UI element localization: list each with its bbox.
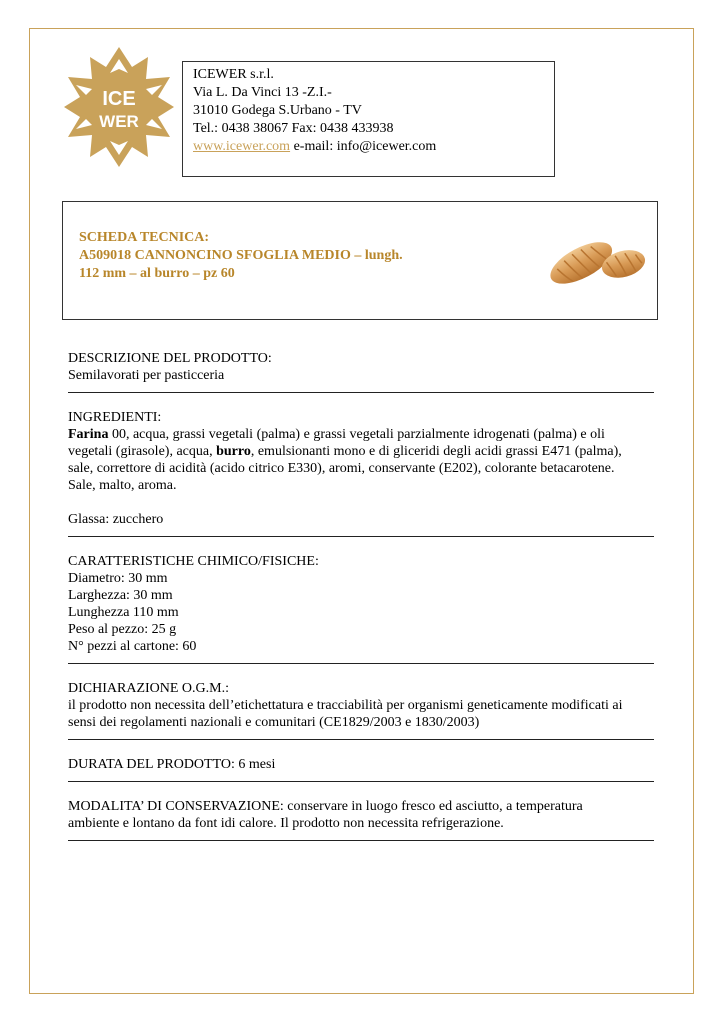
characteristic-item: N° pezzi al cartone: 60 — [68, 639, 197, 654]
divider — [68, 663, 654, 664]
divider — [68, 536, 654, 537]
duration-text: DURATA DEL PRODOTTO: 6 mesi — [68, 757, 276, 772]
ingredients-heading: INGREDIENTI: — [68, 410, 162, 425]
company-address-1: Via L. Da Vinci 13 -Z.I.- — [193, 85, 332, 100]
ingredients-line-3: sale, correttore di acidità (acido citrico E330), aromi, conservante (E202), colorante betacarotene. — [68, 461, 615, 476]
characteristic-item: Lunghezza 110 mm — [68, 605, 179, 620]
technical-sheet-title — [79, 229, 459, 283]
product-image — [543, 222, 653, 297]
description-section — [68, 350, 658, 384]
ingredients-part-1: 00, acqua, grassi vegetali (palma) e grassi vegetali parzialmente idrogenati (palma) e oli — [108, 427, 605, 442]
storage-section — [68, 798, 658, 832]
divider — [68, 840, 654, 841]
sheet-line-1: SCHEDA TECNICA: — [79, 230, 210, 245]
technical-sheet-box — [62, 201, 658, 320]
logo-text-top: ICE — [102, 88, 136, 110]
company-address-2: 31010 Godega S.Urbano - TV — [193, 103, 362, 118]
divider — [68, 739, 654, 740]
ingredients-line-2 — [68, 443, 658, 460]
ogm-heading: DICHIARAZIONE O.G.M.: — [68, 681, 229, 696]
characteristic-item: Diametro: 30 mm — [68, 571, 168, 586]
company-phone: Tel.: 0438 38067 Fax: 0438 433938 — [193, 121, 394, 136]
sheet-line-3: 112 mm – al burro – pz 60 — [79, 266, 235, 281]
storage-line-2: ambiente e lontano da font idi calore. Il prodotto non necessita refrigerazione. — [68, 816, 504, 831]
characteristic-item: Peso al pezzo: 25 g — [68, 622, 177, 637]
company-email: e-mail: info@icewer.com — [290, 139, 437, 154]
glaze-text: Glassa: zucchero — [68, 512, 164, 527]
ingredients-line-1 — [68, 426, 658, 443]
ingredients-section — [68, 409, 658, 528]
website-link[interactable]: www.icewer.com — [193, 139, 291, 154]
logo-text-bottom: WER — [99, 112, 139, 131]
ingredients-part-2a: vegetali (girasole), acqua, — [68, 444, 217, 459]
company-info-box — [182, 61, 555, 177]
divider — [68, 781, 654, 782]
ogm-line-1: il prodotto non necessita dell’etichettatura e tracciabilità per organismi geneticamente modificati ai — [68, 698, 623, 713]
company-name: ICEWER s.r.l. — [193, 67, 274, 82]
duration-section — [68, 756, 658, 773]
company-contacts — [193, 138, 544, 156]
content — [68, 350, 658, 857]
characteristics-heading: CARATTERISTICHE CHIMICO/FISICHE: — [68, 554, 319, 569]
description-heading: DESCRIZIONE DEL PRODOTTO: — [68, 351, 272, 366]
divider — [68, 392, 654, 393]
ogm-line-2: sensi dei regolamenti nazionali e comunitari (CE1829/2003 e 1830/2003) — [68, 715, 480, 730]
storage-line-1: MODALITA’ DI CONSERVAZIONE: conservare in luogo fresco ed asciutto, a temperatura — [68, 799, 583, 814]
ingredient-butter: burro — [216, 444, 251, 459]
characteristic-item: Larghezza: 30 mm — [68, 588, 173, 603]
ingredients-part-2b: , emulsionanti mono e di gliceridi degli acidi grassi E471 (palma), — [250, 444, 622, 459]
description-text: Semilavorati per pasticceria — [68, 368, 225, 383]
sheet-line-2: A509018 CANNONCINO SFOGLIA MEDIO – lungh. — [79, 248, 403, 263]
ogm-section — [68, 680, 658, 731]
ingredient-flour: Farina — [68, 427, 109, 442]
ingredients-line-4: Sale, malto, aroma. — [68, 478, 177, 493]
characteristics-section — [68, 553, 658, 655]
icewer-logo — [62, 45, 176, 169]
